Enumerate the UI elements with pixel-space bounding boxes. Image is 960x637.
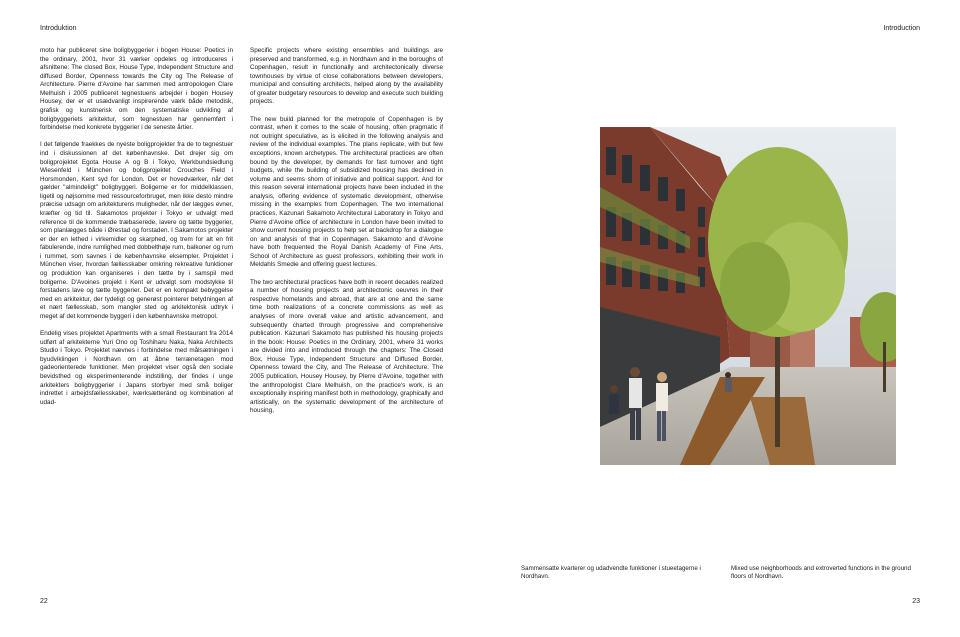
left-text-column-2 bbox=[250, 47, 443, 424]
paragraph: moto har publiceret sine boligbyggerier i bogen House: Poetics in the ordinary, 2001, hvor 31 værker opdeles og introduceres i afsnittene: The closed Box, House Type, Independent Structure and diffused Border, Openness towards the City og The Release of Architecture. Pierre d'Avoine har sammen med antropologen Clare Melhuish i 2005 publiceret tegnestuens arbejder i bogen Housey Housey, der er et usædvanligt inspirerende værk både metodisk, grafisk og kunstnerisk om den systematiske udvikling af boligbyggeriets arkitektur, som tegnestuen har gennemført i forbindelse med konkrete byggerier i de seneste årtier. bbox=[40, 47, 233, 132]
paragraph: The two architectural practices have both in recent decades realized a number of housing projects and architectonic oeuvres in their respective homelands and abroad, that are at one and the same time both realizations of a concrete commissions as well as analyses of more overall value and artistic advancement, and subsequently charted through progressive and comprehensive publication. Kazunari Sakamoto has published his housing projects in the book: House: Poetics in the Ordinary, 2001, where 31 works are divided into and introduced through the chapters: The Closed Box, House Type, Independent Structure and Diffused Border, Openness toward the City, and The Release of Architecture. The 2005 publication, Housey Housey, by Pierre d'Avoine, together with the anthropologist Clare Melhuish, on the practice's work, is an exceptionally inspiring manifest both in methodology, graphically and artistically, on the systematic development of the architecture of housing, bbox=[250, 278, 443, 415]
page-number-left: 22 bbox=[40, 598, 48, 605]
paragraph: I det følgende fraekkes de nyeste boligprojekter fra de to tegnestuer ind i diskussionen af det københavnske. Det drejer sig om boligprojektet Egota House A og B i Tokyo, Werkbundsiedlung Wiesenfeld i München og boligprojektet Crouches Field i Horsmonden, Kent syd for London. Det er hovedværker, når det gælder "almindeligt" boligbyggeri. Boligerne er for middelklassen, ligetil og nøjsomme med ressourceforbruget, men ikke desto mindre præcise udsagn om arkitekturens muligheder, når der lægges evner, kræfter og tid til. Sakamotos projekter i Tokyo er udvalgt med reference til de kommende træbaserede, lavere og tætte byggerier, som planlægges både i Ørestad og forstaden. I Sakamotos projekter er der en lethed i virkemidler og skarphed, og trem for alt en frit fabulerende, indre rumlighed med dobbelthøje rum, balkoner og rum i rummet, som savnes i de københavnske eksempler. Projektet i München viser, hvordan fællesskaber omkring rekreative funktioner og produktion kan organiseres i den tætte by i samspil med boligerne. D'Avoines projekt i Kent er udvalgt som modstykke til forstadens lave og tætte byggerier. Det er en kompakt bebyggelse med en arkitektur, der tydeligt og generøst pointerer betydningen af et nært fællesskab, som mangler sted og arkitektonisk udtryk i meget af det kommende byggeri i den københavnske metropol. bbox=[40, 141, 233, 320]
left-running-header: Introduktion bbox=[40, 25, 77, 32]
paragraph: Endelig vises projektet Apartments with a small Restaurant fra 2014 udført af arkitekterne Yuri Ono og Toshiharu Naka, Naka Architects Studio i Tokyo. Projektet nævnes i forbindelse med målsætningen i byudviklingen i Nordhavn om at åbne terrænetagen mod gadeorienterede funktioner. Men projektet viser også den sociale bevidsthed og eksperimenterende indstilling, der findes i unge arkitekters boligbyggerier i Japans storbyer med små boliger indrettet i arbejdsfællesskaber, iværksætteränd og kombination af udad- bbox=[40, 330, 233, 406]
paragraph: Specific projects where existing ensembles and buildings are preserved and transformed, e.g. in Nordhavn and in the boroughs of Copenhagen, result in functionally and architectonically diverse townhouses by virtue of close collaborations between developers, municipal and consulting architects, helped along by the availability of greater budgetary resources to develop and execute such building projects. bbox=[250, 47, 443, 106]
street-rendering-image bbox=[600, 127, 896, 465]
right-running-header: Introduction bbox=[883, 25, 920, 32]
left-text-column-1 bbox=[40, 47, 233, 416]
caption-danish: Sammensatte kvarterer og udadvendte funktioner i stueetagerne i Nordhavn. bbox=[521, 565, 701, 581]
page-number-right: 23 bbox=[912, 598, 920, 605]
paragraph: The new build planned for the metropole of Copenhagen is by contrast, when it comes to the scale of housing, often pragmatic if not outright speculative, as is elicited in the following analysis and review of the individual examples. The plans replicate, with but few exceptions, known archetypes. The architectural practices are often bound by the developer, by demands for fast turnover and tight budgets, while the building of subsidized housing has declined in volume and seems shorn of initiative and political support. And for this reason several international projects have been included in the analysis, offering evidence of systematic development, otherwise missing in the examples from Copenhagen. The two international practices, Kazunari Sakamoto Architectural Laboratory in Tokyo and Pierre d'Avoine office of architecture in London have been invited to show current housing projects to help set at backdrop for a dialogue on and analysis of that in Copenhagen. Sakamoto and d'Avoine have both frequented the Royal Danish Academy of Fine Arts, School of Architecture as guest professors, exhibiting their work in Meldahls Smedie and offering guest lectures. bbox=[250, 115, 443, 269]
caption-english: Mixed use neighborhoods and extroverted functions in the ground floors of Nordhavn. bbox=[731, 565, 911, 581]
